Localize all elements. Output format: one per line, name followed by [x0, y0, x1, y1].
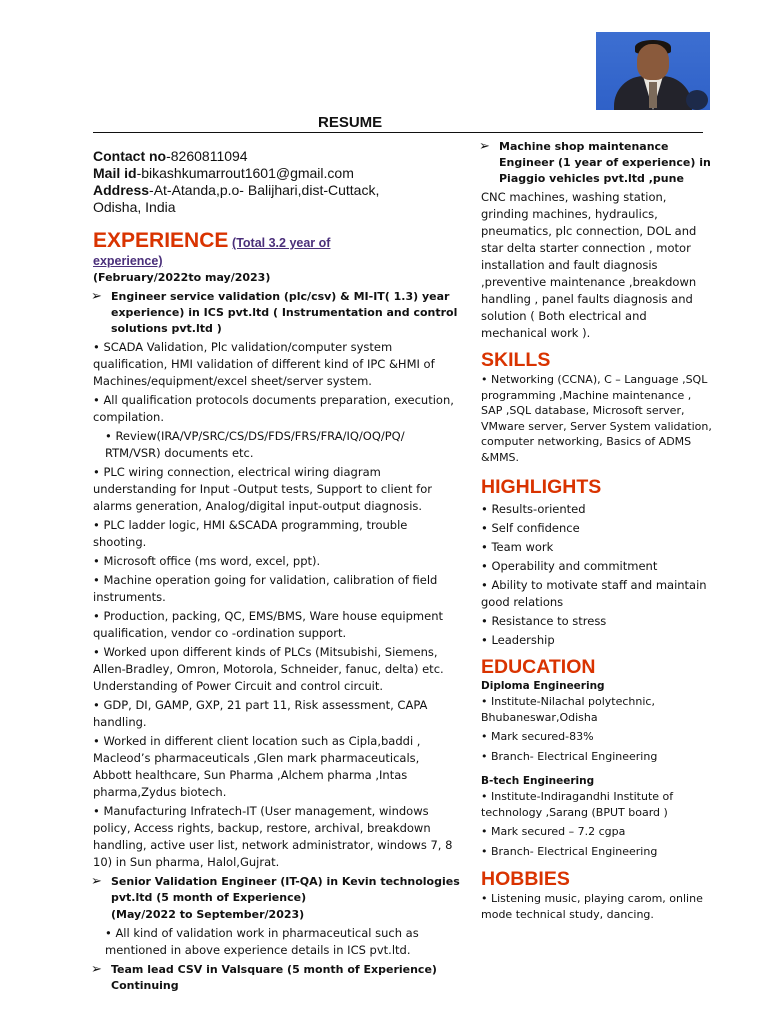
list-item: • Branch- Electrical Engineering: [481, 844, 658, 858]
mail-value: -bikashkumarrout1601@gmail.com: [136, 165, 354, 181]
contact-block: [93, 148, 473, 216]
address-line2: Odisha, India: [93, 199, 176, 215]
btech-title: B-tech Engineering: [481, 775, 595, 787]
list-item: • PLC wiring connection, electrical wiring diagram understanding for Input -Output tests, Support to client for alarms generation, Analog/digital input-output diagnosis.: [93, 465, 432, 513]
job-period-kevin: (May/2022 to September/2023): [111, 908, 305, 921]
address-label: Address: [93, 182, 150, 198]
list-item: • Resistance to stress: [481, 614, 607, 628]
list-item: • Leadership: [481, 633, 555, 647]
job-title-valsquare: ➢ Team lead CSV in Valsquare (5 month of Experience) Continuing: [93, 962, 461, 994]
list-item: • Microsoft office (ms word, excel, ppt).: [93, 554, 321, 568]
list-item: • Manufacturing Infratech-IT (User management, windows policy, Access rights, backup, restore, archival, breakdown handling, active user list, network administrator, windows 7, 8 10) in Sun pharma, Halol,Gujrat.: [93, 804, 453, 869]
list-item: • Team work: [481, 540, 554, 554]
list-item: • Mark secured-83%: [481, 730, 594, 743]
list-item: • Worked upon different kinds of PLCs (Mitsubishi, Siemens, Allen-Bradley, Omron, Motorola, Schneider, fanuc, delta) etc. Understanding of Power Circuit and control circuit.: [93, 645, 444, 693]
right-column: [481, 136, 713, 922]
title-rule: [93, 114, 703, 133]
hobbies-heading: HOBBIES: [481, 868, 570, 890]
list-item: • Ability to motivate staff and maintain good relations: [481, 578, 707, 609]
list-item: • PLC ladder logic, HMI &SCADA programming, trouble shooting.: [93, 518, 408, 549]
profile-photo: [596, 32, 710, 110]
left-column: [93, 228, 461, 994]
list-item: • Institute-Nilachal polytechnic, Bhubaneswar,Odisha: [481, 695, 655, 724]
experience-heading-row: [93, 228, 461, 254]
list-item: • All kind of validation work in pharmaceutical such as mentioned in above experience details in ICS pvt.ltd.: [105, 926, 419, 957]
list-item: • Self confidence: [481, 521, 580, 535]
list-item: • Institute-Indiragandhi Institute of technology ,Sarang (BPUT board ): [481, 790, 674, 819]
experience-heading: EXPERIENCE: [93, 229, 229, 252]
list-item: • SCADA Validation, Plc validation/computer system qualification, HMI validation of different kind of IPC &HMI of Machines/equipment/excel sheet/server system.: [93, 340, 435, 388]
list-item: • Worked in different client location such as Cipla,baddi , Macleod’s pharmaceuticals ,Glen mark pharmaceuticals, Abbott healthcare, Sun Pharma ,Alchem pharma ,Intas pharma,Zydus biotech.: [93, 734, 421, 799]
skills-heading: SKILLS: [481, 349, 551, 371]
job-title-ics: ➢ Engineer service validation (plc/csv) & MI-IT( 1.3) year experience) in ICS pvt.ltd ( Instrumentation and control solutions pvt.ltd ): [93, 289, 461, 337]
highlights-list: [481, 501, 713, 649]
contact-value: -8260811094: [166, 148, 248, 164]
experience-bullet-list: [93, 339, 461, 871]
mail-label: Mail id: [93, 165, 137, 181]
experience-period: (February/2022to may/2023): [93, 271, 271, 284]
job-description-piaggio: CNC machines, washing station, grinding machines, hydraulics, pneumatics, plc connection, DOL and star delta starter connection , motor installation and fault diagnosis ,preventive maintenance ,breakdown handling , panel faults diagnosis and solution ( Both electrical and mechanical work ).: [481, 190, 697, 340]
diploma-title: Diploma Engineering: [481, 680, 605, 692]
education-heading: EDUCATION: [481, 656, 596, 678]
list-item: • Production, packing, QC, EMS/BMS, Ware house equipment qualification, vendor co -ordination support.: [93, 609, 443, 640]
list-item: • Machine operation going for validation, calibration of field instruments.: [93, 573, 438, 604]
address-value: -At-Atanda,p.o- Balijhari,dist-Cuttack,: [149, 182, 380, 198]
contact-label: Contact no: [93, 148, 167, 164]
hobbies-text: • Listening music, playing carom, online mode technical study, dancing.: [481, 892, 703, 921]
experience-total-line2: experience): [93, 254, 163, 268]
list-item: • Results-oriented: [481, 502, 586, 516]
list-item: • All qualification protocols documents preparation, execution, compilation.: [93, 393, 454, 424]
skills-text: • Networking (CCNA), C – Language ,SQL programming ,Machine maintenance , SAP ,SQL database, Microsoft server, VMware server, Server System validation, computer networking, Basics of ADMS &MMS.: [481, 373, 712, 464]
list-item: • Mark secured – 7.2 cgpa: [481, 825, 626, 838]
page-title: RESUME: [318, 114, 383, 131]
list-item: • Branch- Electrical Engineering: [481, 749, 658, 763]
job-title-piaggio: ➢ Machine shop maintenance Engineer (1 year of experience) in Piaggio vehicles pvt.ltd ,pune: [481, 139, 713, 187]
job-title-kevin: ➢ Senior Validation Engineer (IT-QA) in Kevin technologies pvt.ltd (5 month of Experience): [93, 874, 461, 906]
experience-total: (Total 3.2 year of: [232, 236, 331, 250]
list-item: • GDP, DI, GAMP, GXP, 21 part 11, Risk assessment, CAPA handling.: [93, 698, 428, 729]
list-item: • Review(IRA/VP/SRC/CS/DS/FDS/FRS/FRA/IQ/OQ/PQ/ RTM/VSR) documents etc.: [105, 429, 405, 460]
list-item: • Operability and commitment: [481, 559, 658, 573]
highlights-heading: HIGHLIGHTS: [481, 476, 602, 498]
